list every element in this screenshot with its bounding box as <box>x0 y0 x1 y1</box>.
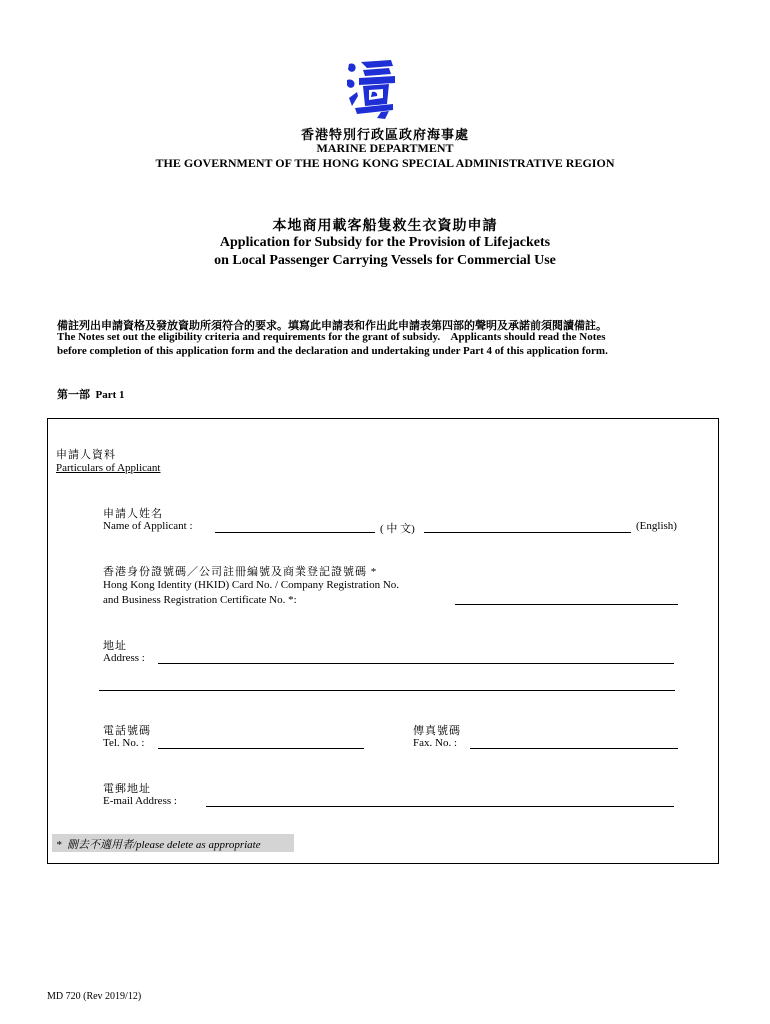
id-label-english-line1: Hong Kong Identity (HKID) Card No. / Company Registration No. <box>103 579 400 591</box>
notes-english-line1: The Notes set out the eligibility criteria and requirements for the grant of subsidy. Applicants should read the Notes <box>57 331 606 343</box>
government-name: THE GOVERNMENT OF THE HONG KONG SPECIAL ADMINISTRATIVE REGION <box>155 156 615 170</box>
fax-label-english: Fax. No. : <box>413 737 457 749</box>
name-label-english: Name of Applicant : <box>103 520 193 532</box>
name-english-tag: (English) <box>636 520 677 532</box>
form-title-chinese: 本地商用載客船隻救生衣資助申請 <box>272 219 498 234</box>
email-field[interactable] <box>206 806 674 807</box>
form-title-english-line2: on Local Passenger Carrying Vessels for Commercial Use <box>214 253 556 268</box>
department-name-english: MARINE DEPARTMENT <box>316 141 454 155</box>
fax-label-chinese: 傳真號碼 <box>413 725 461 737</box>
form-title-english-line1: Application for Subsidy for the Provision of Lifejackets <box>219 235 551 250</box>
tel-field[interactable] <box>158 748 364 749</box>
section-title-chinese: 申請人資料 <box>56 449 116 461</box>
name-english-field[interactable] <box>424 532 631 533</box>
id-label-chinese: 香港身份證號碼／公司註冊編號及商業登記證號碼 * <box>103 566 378 578</box>
department-name-chinese: 香港特別行政區政府海事處 <box>300 127 469 142</box>
marine-department-logo <box>345 58 397 120</box>
address-field-line1[interactable] <box>158 663 674 664</box>
email-label-chinese: 電郵地址 <box>103 783 151 795</box>
address-label-chinese: 地址 <box>103 640 127 652</box>
form-number: MD 720 (Rev 2019/12) <box>47 991 142 1002</box>
fax-field[interactable] <box>470 748 678 749</box>
tel-label-chinese: 電話號碼 <box>103 725 151 737</box>
name-label-chinese: 申請人姓名 <box>103 508 163 520</box>
email-label-english: E-mail Address : <box>103 795 177 807</box>
address-field-line2[interactable] <box>99 690 675 691</box>
notes-english-line2: before completion of this application form and the declaration and undertaking under Part 4 of this application form. <box>57 345 608 357</box>
id-number-field[interactable] <box>455 604 678 605</box>
notes-chinese: 備註列出申請資格及發放資助所須符合的要求。填寫此申請表和作出此申請表第四部的聲明及承諾前須閱讀備註。 <box>57 320 607 332</box>
name-chinese-field[interactable] <box>215 532 375 533</box>
address-label-english: Address : <box>103 652 145 664</box>
id-label-english-line2: and Business Registration Certificate No. *: <box>103 594 297 606</box>
section-title-english: Particulars of Applicant <box>56 462 161 474</box>
tel-label-english: Tel. No. : <box>103 737 145 749</box>
part-heading: 第一部 Part 1 <box>57 389 125 401</box>
name-chinese-tag: ( 中 文) <box>380 523 415 535</box>
footnote: * 刪去不適用者/please delete as appropriate <box>56 839 261 851</box>
